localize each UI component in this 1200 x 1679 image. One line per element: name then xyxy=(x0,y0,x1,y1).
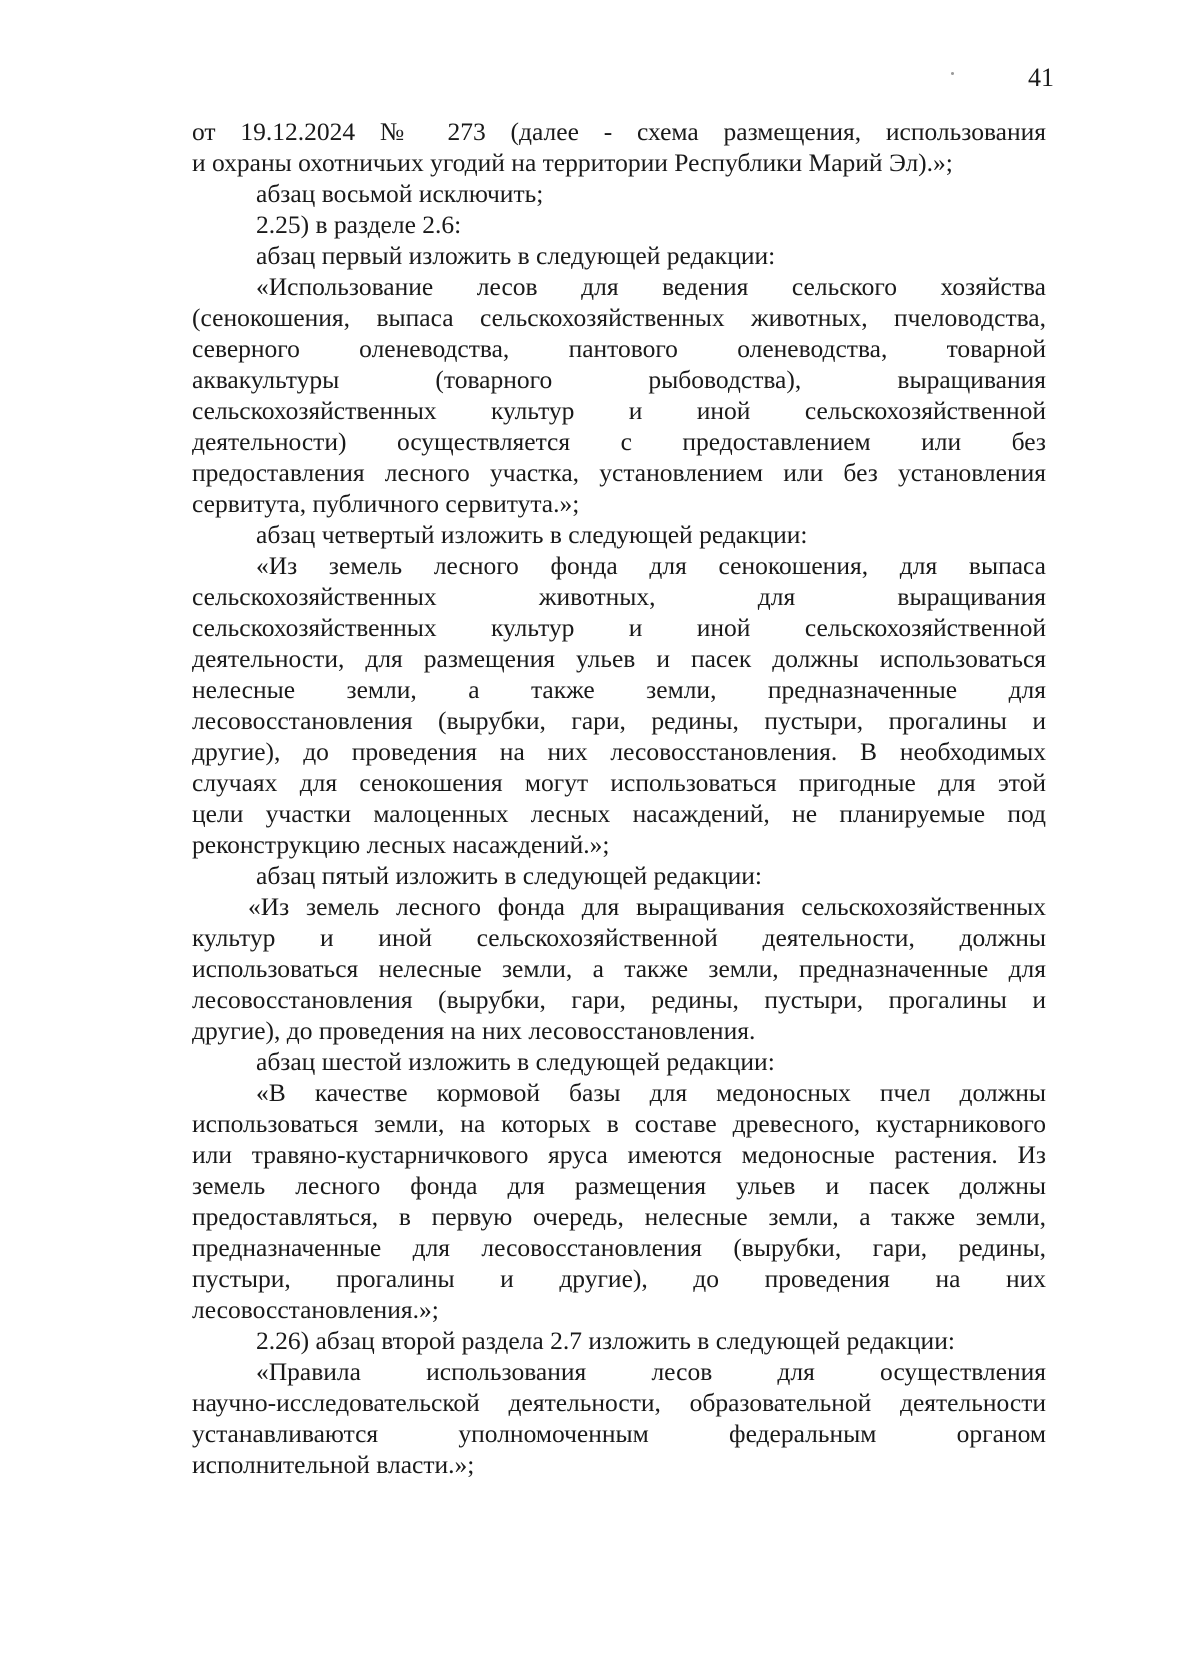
text-line: случаях для сенокошения могут использоваться пригодные для этой xyxy=(192,768,1046,797)
text-line: «В качестве кормовой базы для медоносных пчел должны xyxy=(256,1078,1046,1107)
text-line: «Правила использования лесов для осуществления xyxy=(256,1357,1046,1386)
text-line: использоваться нелесные земли, а также земли, предназначенные для xyxy=(192,954,1046,983)
text-line: «Использование лесов для ведения сельского хозяйства xyxy=(256,272,1046,301)
text-line: предназначенные для лесовосстановления (вырубки, гари, редины, xyxy=(192,1233,1046,1262)
text-line: 2.26) абзац второй раздела 2.7 изложить в следующей редакции: xyxy=(256,1326,955,1355)
text-line: реконструкцию лесных насаждений.»; xyxy=(192,830,610,859)
text-line: другие), до проведения на них лесовосстановления. В необходимых xyxy=(192,737,1046,766)
text-line: сервитута, публичного сервитута.»; xyxy=(192,489,580,518)
text-line: культур и иной сельскохозяйственной деятельности, должны xyxy=(192,923,1046,952)
text-line: аквакультуры (товарного рыбоводства), выращивания xyxy=(192,365,1046,394)
text-line: лесовосстановления (вырубки, гари, редины, пустыри, прогалины и xyxy=(192,985,1046,1014)
text-line: абзац шестой изложить в следующей редакции: xyxy=(256,1047,775,1076)
text-line: деятельности) осуществляется с предоставлением или без xyxy=(192,427,1046,456)
text-line: устанавливаются уполномоченным федеральным органом xyxy=(192,1419,1046,1448)
text-line: предоставления лесного участка, установлением или без установления xyxy=(192,458,1046,487)
text-line: предоставляться, в первую очередь, нелесные земли, а также земли, xyxy=(192,1202,1046,1231)
text-line: сельскохозяйственных культур и иной сельскохозяйственной xyxy=(192,396,1046,425)
scan-speck xyxy=(951,72,954,75)
page-number: 41 xyxy=(1028,63,1054,92)
text-line: абзац четвертый изложить в следующей редакции: xyxy=(256,520,808,549)
text-line: «Из земель лесного фонда для сенокошения, для выпаса xyxy=(256,551,1046,580)
text-line: от 19.12.2024 № 273 (далее - схема размещения, использования xyxy=(192,117,1046,146)
text-line: «Из земель лесного фонда для выращивания сельскохозяйственных xyxy=(248,892,1046,921)
text-line: земель лесного фонда для размещения ульев и пасек должны xyxy=(192,1171,1046,1200)
text-line: сельскохозяйственных культур и иной сельскохозяйственной xyxy=(192,613,1046,642)
text-line: сельскохозяйственных животных, для выращивания xyxy=(192,582,1046,611)
text-line: деятельности, для размещения ульев и пасек должны использоваться xyxy=(192,644,1046,673)
text-line: и охраны охотничьих угодий на территории Республики Марий Эл).»; xyxy=(192,148,953,177)
text-line: абзац восьмой исключить; xyxy=(256,179,544,208)
text-line: северного оленеводства, пантового оленеводства, товарной xyxy=(192,334,1046,363)
text-line: другие), до проведения на них лесовосстановления. xyxy=(192,1016,756,1045)
text-line: или травяно-кустарничкового яруса имеются медоносные растения. Из xyxy=(192,1140,1046,1169)
text-line: лесовосстановления (вырубки, гари, редины, пустыри, прогалины и xyxy=(192,706,1046,735)
text-line: (сенокошения, выпаса сельскохозяйственных животных, пчеловодства, xyxy=(192,303,1046,332)
text-line: исполнительной власти.»; xyxy=(192,1450,475,1479)
text-line: нелесные земли, а также земли, предназначенные для xyxy=(192,675,1046,704)
text-line: цели участки малоценных лесных насаждений, не планируемые под xyxy=(192,799,1046,828)
text-line: научно-исследовательской деятельности, образовательной деятельности xyxy=(192,1388,1046,1417)
text-line: абзац пятый изложить в следующей редакции: xyxy=(256,861,762,890)
text-line: абзац первый изложить в следующей редакции: xyxy=(256,241,776,270)
text-line: лесовосстановления.»; xyxy=(192,1295,439,1324)
text-line: пустыри, прогалины и другие), до проведения на них xyxy=(192,1264,1046,1293)
text-line: 2.25) в разделе 2.6: xyxy=(256,210,462,239)
text-line: использоваться земли, на которых в составе древесного, кустарникового xyxy=(192,1109,1046,1138)
